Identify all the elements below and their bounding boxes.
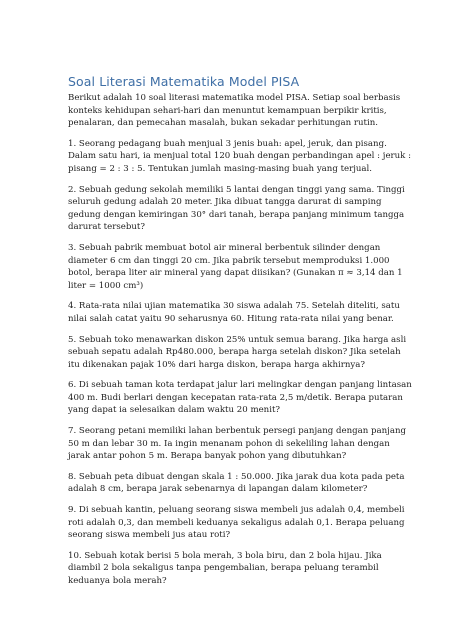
question-1: 1. Seorang pedagang buah menjual 3 jenis buah: apel, jeruk, dan pisang. Dalam satu hari, ia menjual total 120 buah dengan perbandingan apel : jeruk : pisang = 2 : 3 : 5. Tentukan jumlah masing-masing buah yang terjual. (68, 138, 412, 174)
intro-paragraph: Berikut adalah 10 soal literasi matematika model PISA. Setiap soal berbasis konteks kehidupan sehari-hari dan menuntut kemampuan berpikir kritis, penalaran, dan pemecahan masalah, bukan sekadar perhitungan rutin. (68, 93, 401, 129)
question-4: 4. Rata-rata nilai ujian matematika 30 siswa adalah 75. Setelah diteliti, satu nilai salah catat yaitu 90 seharusnya 60. Hitung rata-rata nilai yang benar. (68, 301, 400, 324)
question-5: 5. Sebuah toko menawarkan diskon 25% untuk semua barang. Jika harga asli sebuah sepatu adalah Rp480.000, berapa harga setelah diskon? Jika setelah itu dikenakan pajak 10% dari harga diskon, berapa harga akhirnya? (68, 334, 407, 370)
question-8: 8. Sebuah peta dibuat dengan skala 1 : 50.000. Jika jarak dua kota pada peta adalah 8 cm, berapa jarak sebenarnya di lapangan dalam kilometer? (68, 471, 405, 495)
question-7: 7. Seorang petani memiliki lahan berbentuk persegi panjang dengan panjang 50 m dan lebar 30 m. Ia ingin menanam pohon di sekeliling lahan dengan jarak antar pohon 5 m. Berapa banyak pohon yang dibutuhkan? (68, 426, 406, 462)
question-10: 10. Sebuah kotak berisi 5 bola merah, 3 bola biru, dan 2 bola hijau. Jika diambil 2 bola sekaligus tanpa pengembalian, berapa peluang terambil keduanya bola merah? (68, 550, 382, 586)
question-3: 3. Sebuah pabrik membuat botol air mineral berbentuk silinder dengan diameter 6 cm dan tinggi 20 cm. Jika pabrik tersebut memproduksi 1.000 botol, berapa liter air mineral yang dapat diisikan? (Gunakan π ≈ 3,14 dan 1 liter = 1000 cm³) (68, 242, 403, 291)
document-page (68, 74, 413, 596)
question-2: 2. Sebuah gedung sekolah memiliki 5 lantai dengan tinggi yang sama. Tinggi seluruh gedung adalah 20 meter. Jika dibuat tangga darurat di samping gedung dengan kemiringan 30° dari tanah, berapa panjang minimum tangga darurat tersebut? (68, 184, 405, 233)
question-9: 9. Di sebuah kantin, peluang seorang siswa membeli jus adalah 0,4, membeli roti adalah 0,3, dan membeli keduanya sekaligus adalah 0,1. Berapa peluang seorang siswa membeli jus atau roti? (68, 505, 405, 541)
document-title: Soal Literasi Matematika Model PISA (68, 74, 300, 89)
question-6: 6. Di sebuah taman kota terdapat jalur lari melingkar dengan panjang lintasan 400 m. Budi berlari dengan kecepatan rata-rata 2,5 m/detik. Berapa putaran yang dapat ia selesaikan dalam waktu 20 menit? (68, 380, 412, 416)
